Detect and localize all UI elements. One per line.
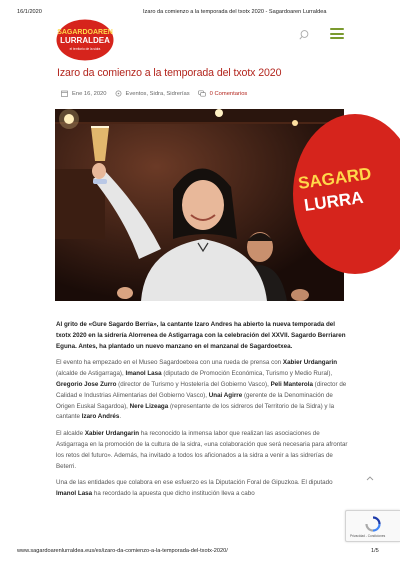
- article-lead: Al grito de «Gure Sagardo Berria», la cantante Izaro Andres ha abierto la nueva temporada del txotx 2020 en la sidrería Alorrenea de Astigarraga con la celebración del XXVII. Sagardo Berriaren Eguna. Antes, ha plantado un nuevo manzano en el manzanal de Sagardoetxea.: [56, 321, 346, 350]
- article-paragraph-4: Una de las entidades que colabora en ese esfuerzo es la Diputación Foral de Gipuzkoa. El diputado Imanol Lasa ha recordado la apuesta que dicho institución lleva a cabo: [56, 479, 333, 498]
- post-categories[interactable]: Eventos, Sidra, Sidrerías: [115, 90, 190, 97]
- recaptcha-links[interactable]: Privacidad - Condiciones: [350, 534, 386, 538]
- hero-image: [55, 109, 373, 301]
- logo-icon: [56, 19, 114, 61]
- post-meta: [61, 90, 255, 97]
- hamburger-menu-icon[interactable]: [330, 28, 344, 40]
- recaptcha-badge[interactable]: [345, 510, 400, 542]
- svg-text:el territorio de la sidra: el territorio de la sidra: [69, 47, 101, 51]
- chevron-up-icon[interactable]: [365, 469, 375, 477]
- tag-icon: [115, 90, 122, 97]
- svg-text:LURRALDEA: LURRALDEA: [60, 36, 110, 45]
- sign-text-1: SAGARD: [296, 163, 373, 193]
- sign-text-2: LURRA: [302, 187, 365, 215]
- post-date: Ene 16, 2020: [61, 90, 107, 97]
- article-paragraph-2: El evento ha empezado en el Museo Sagardoetxea con una rueda de prensa con Xabier Urdangarin (alcalde de Astigarraga), Imanol Lasa (diputado de Promoción Económica, Turismo y Medio Rural), Gregorio Jose Zurro (director de Turismo y Hostelería del Gobierno Vasco), Peli Manterola (director de Calidad e Industrias Alimentarias del Gobierno Vasco), Unai Agirre (gerente de la Denominación de Origen Euskal Sagardoa), Nere Lizeaga (representante de los sidreros del Territorio de la Sidra) y la cantante Izaro Andrés.: [56, 359, 347, 421]
- comment-icon: [198, 90, 206, 97]
- post-comments-link[interactable]: 0 Comentarios: [198, 90, 248, 97]
- article-body: [56, 320, 348, 506]
- recaptcha-icon: [365, 516, 381, 532]
- svg-text:SAGARDOAREN: SAGARDOAREN: [57, 29, 113, 36]
- article-paragraph-3: El alcalde Xabier Urdangarin ha reconocido la inmensa labor que realizan las asociaciones de Astigarraga en la promoción de la cultura de la sidra, «una colaboración que será necesaria para afrontar los retos del futuro». Además, ha invitado a todos los aficionados a la sidra a venir a las sidrerías de Beterri.: [56, 430, 348, 470]
- hero-photo: [55, 109, 373, 301]
- print-page-title: Izaro da comienzo a la temporada del txotx 2020 - Sagardoaren Lurraldea: [143, 9, 327, 15]
- print-url: www.sagardoarenlurraldea.eus/es/izaro-da-comienzo-a-la-temporada-del-txotx-2020/: [17, 548, 228, 554]
- site-header: [0, 18, 400, 66]
- print-header: [0, 0, 400, 18]
- print-page-number: 1/5: [371, 548, 379, 554]
- calendar-icon: [61, 90, 68, 97]
- print-date: 16/1/2020: [17, 9, 42, 15]
- site-logo[interactable]: [56, 19, 114, 61]
- post-title: Izaro da comienzo a la temporada del txotx 2020: [57, 67, 282, 79]
- search-icon[interactable]: [298, 28, 310, 40]
